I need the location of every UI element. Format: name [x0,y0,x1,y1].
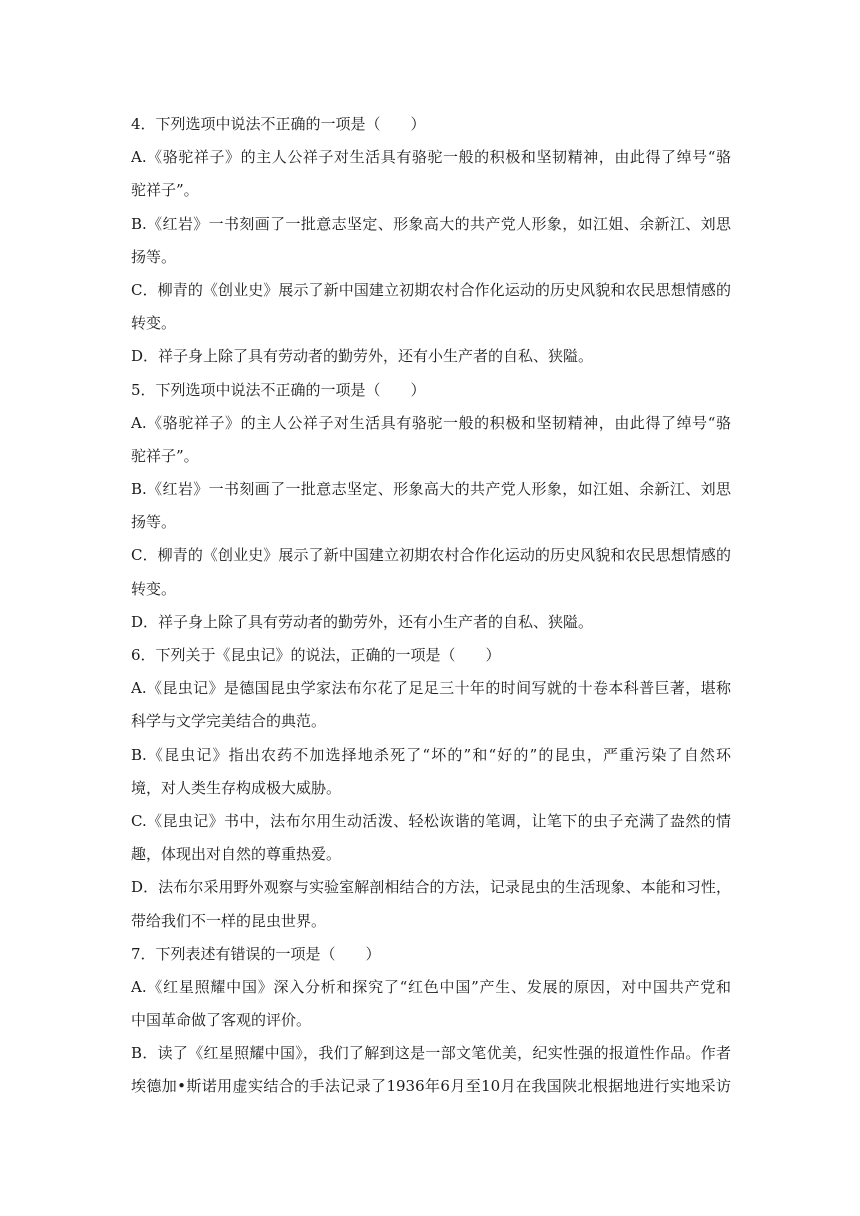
q5-option-d: D．祥子身上除了具有劳动者的勤劳外，还有小生产者的自私、狭隘。 [131,612,594,631]
question-4-stem: 4．下列选项中说法不正确的一项是（ ） [131,115,426,133]
q4-option-b-line-2: 扬等。 [131,247,177,266]
q7-option-a-line-1: A.《红星照耀中国》深入分析和探究了“红色中国”产生、发展的原因，对中国共产党和 [131,977,731,996]
q6-option-a-line-1: A.《昆虫记》是德国昆虫学家法布尔花了足足三十年的时间写就的十卷本科普巨著，堪称 [131,679,731,698]
q6-option-c-line-1: C.《昆虫记》书中，法布尔用生动活泼、轻松诙谐的笔调，让笔下的虫子充满了盎然的情 [131,811,731,830]
q6-option-b-line-2: 境，对人类生存构成极大威胁。 [131,778,342,797]
question-text-block [131,108,731,1104]
q4-option-a-line-1: A.《骆驼祥子》的主人公祥子对生活具有骆驼一般的积极和坚韧精神，由此得了绰号“骆 [131,148,731,167]
question-5-stem: 5．下列选项中说法不正确的一项是（ ） [131,380,426,399]
q6-option-b-line-1: B.《昆虫记》指出农药不加选择地杀死了“坏的”和“好的”的昆虫，严重污染了自然环 [131,745,731,764]
q5-option-c-line-1: C．柳青的《创业史》展示了新中国建立初期农村合作化运动的历史风貌和农民思想情感的 [131,546,731,565]
q5-option-a-line-2: 驼祥子”。 [131,446,199,465]
q6-option-c-line-2: 趣，体现出对自然的尊重热爱。 [131,845,342,864]
q4-option-a-line-2: 驼祥子”。 [131,181,199,200]
q4-option-b-line-1: B.《红岩》一书刻画了一批意志坚定、形象高大的共产党人形象，如江姐、余新江、刘思 [131,214,731,233]
q5-option-b-line-1: B.《红岩》一书刻画了一批意志坚定、形象高大的共产党人形象，如江姐、余新江、刘思 [131,480,731,499]
q4-option-d: D．祥子身上除了具有劳动者的勤劳外，还有小生产者的自私、狭隘。 [131,347,594,366]
q5-option-a-line-1: A.《骆驼祥子》的主人公祥子对生活具有骆驼一般的积极和坚韧精神，由此得了绰号“骆 [131,413,731,432]
question-6-stem: 6．下列关于《昆虫记》的说法，正确的一项是（ ） [131,646,501,664]
q5-option-b-line-2: 扬等。 [131,513,177,532]
q7-option-b-line-2: 埃德加•斯诺用虚实结合的手法记录了1936年6月至10月在我国陕北根据地进行实地采访 [131,1077,731,1096]
q4-option-c-line-1: C．柳青的《创业史》展示了新中国建立初期农村合作化运动的历史风貌和农民思想情感的 [131,280,731,299]
question-7-stem: 7．下列表述有错误的一项是（ ） [131,944,381,963]
q7-option-a-line-2: 中国革命做了客观的评价。 [131,1011,312,1030]
q4-option-c-line-2: 转变。 [131,314,177,333]
q6-option-a-line-2: 科学与文学完美结合的典范。 [131,712,327,731]
q6-option-d-line-1: D．法布尔采用野外观察与实验室解剖相结合的方法，记录昆虫的生活现象、本能和习性， [131,878,731,897]
q7-option-b-line-1: B．读了《红星照耀中国》，我们了解到这是一部文笔优美，纪实性强的报道性作品。作者 [131,1044,731,1063]
q5-option-c-line-2: 转变。 [131,579,177,598]
q6-option-d-line-2: 带给我们不一样的昆虫世界。 [131,911,327,930]
